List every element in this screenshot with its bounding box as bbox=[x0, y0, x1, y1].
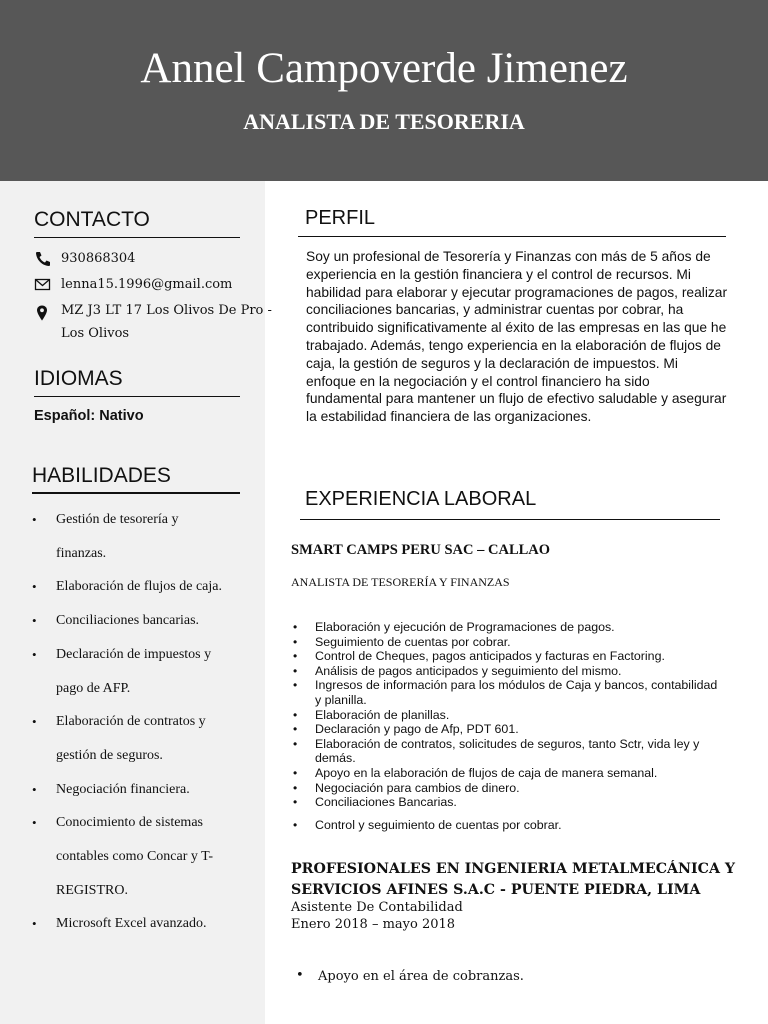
skill-item bbox=[32, 907, 257, 941]
skill-line: Negociación financiera. bbox=[56, 781, 190, 797]
skill-item bbox=[32, 705, 257, 772]
experience-title: EXPERIENCIA LABORAL bbox=[305, 488, 537, 510]
candidate-name: Annel Campoverde Jimenez bbox=[140, 45, 628, 92]
address-line-2: Los Olivos bbox=[61, 326, 130, 341]
language-item: Español: Nativo bbox=[34, 408, 144, 424]
duty-item: • Control de Cheques, pagos anticipados y facturas en Factoring. bbox=[293, 649, 723, 664]
skill-line: Elaboración de contratos y bbox=[56, 714, 206, 730]
skill-item bbox=[32, 570, 257, 604]
job2-company: PROFESIONALES EN INGENIERIA METALMECÁNICA Y SERVICIOS AFINES S.A.C - PUENTE PIEDRA, LIMA bbox=[291, 861, 736, 898]
job1-duties bbox=[293, 620, 723, 832]
duty-item: • Apoyo en la elaboración de flujos de caja de manera semanal. bbox=[293, 766, 723, 781]
skill-line: pago de AFP. bbox=[56, 680, 131, 696]
experience-divider bbox=[300, 519, 720, 520]
skill-line: Declaración de impuestos y bbox=[56, 646, 212, 662]
skill-item bbox=[32, 806, 257, 907]
envelope-icon bbox=[34, 277, 52, 293]
languages-divider bbox=[34, 396, 240, 397]
skill-item bbox=[32, 773, 257, 807]
job1-company: SMART CAMPS PERU SAC – CALLAO bbox=[291, 542, 551, 558]
duty-item: • Elaboración de planillas. bbox=[293, 708, 723, 723]
duty-item: • Seguimiento de cuentas por cobrar. bbox=[293, 635, 723, 650]
profile-divider bbox=[298, 236, 726, 237]
job1-position: ANALISTA DE TESORERÍA Y FINANZAS bbox=[291, 575, 510, 589]
skills-title: HABILIDADES bbox=[32, 464, 171, 487]
phone-icon bbox=[34, 251, 52, 267]
skills-list bbox=[32, 503, 257, 941]
duty-item: • Análisis de pagos anticipados y seguimiento del mismo. bbox=[293, 664, 723, 679]
contact-divider bbox=[34, 237, 240, 238]
duty-item: • Apoyo en el área de cobranzas. bbox=[296, 969, 524, 984]
skill-line: contables como Concar y T- bbox=[56, 849, 214, 865]
skill-line: Conocimiento de sistemas bbox=[56, 815, 203, 831]
duty-item: • Elaboración y ejecución de Programaciones de pagos. bbox=[293, 620, 723, 635]
duty-item: • Control y seguimiento de cuentas por cobrar. bbox=[293, 818, 723, 833]
job2-position: Asistente De Contabilidad bbox=[291, 900, 463, 915]
skill-line: Microsoft Excel avanzado. bbox=[56, 916, 207, 932]
skill-item bbox=[32, 503, 257, 570]
address-line-1: MZ J3 LT 17 Los Olivos De Pro - bbox=[61, 303, 272, 318]
skill-line: gestión de seguros. bbox=[56, 747, 163, 763]
profile-text: Soy un profesional de Tesorería y Finanzas con más de 5 años de experiencia en la gestión financiera y el control de recursos. Mi habilidad para elaborar y ejecutar programaciones de pagos, realizar conciliaciones bancarias, y administrar cuentas por cobrar, ha contribuido significativamente al éxito de las empresas en las que he trabajado. Además, tengo experiencia en la elaboración de flujos de caja, la gestión de seguros y la declaración de impuestos. Mi enfoque en la negociación y el control financiero ha sido fundamental para mantener un flujo de efectivo saludable y asegurar la estabilidad financiera de las organizaciones. bbox=[306, 249, 728, 425]
job2-duties bbox=[296, 969, 524, 984]
skill-item bbox=[32, 638, 257, 705]
duty-item: • Conciliaciones Bancarias. bbox=[293, 795, 723, 810]
duty-item: • Declaración y pago de Afp, PDT 601. bbox=[293, 722, 723, 737]
job2-dates: Enero 2018 – mayo 2018 bbox=[291, 917, 456, 932]
skill-line: finanzas. bbox=[56, 545, 107, 561]
candidate-role: ANALISTA DE TESORERIA bbox=[243, 109, 525, 134]
phone-number: 930868304 bbox=[61, 251, 136, 266]
skill-line: REGISTRO. bbox=[56, 882, 128, 898]
skills-divider bbox=[32, 492, 240, 494]
skill-line: Elaboración de flujos de caja. bbox=[56, 579, 222, 595]
duty-item: • Elaboración de contratos, solicitudes de seguros, tanto Sctr, vida ley y demás. bbox=[293, 737, 723, 766]
duty-item: • Negociación para cambios de dinero. bbox=[293, 781, 723, 796]
profile-title: PERFIL bbox=[305, 207, 376, 229]
location-pin-icon bbox=[34, 305, 52, 321]
contact-title: CONTACTO bbox=[34, 208, 150, 231]
email-address: lenna15.1996@gmail.com bbox=[61, 277, 233, 292]
languages-title: IDIOMAS bbox=[34, 367, 123, 390]
skill-item bbox=[32, 604, 257, 638]
skill-line: Conciliaciones bancarias. bbox=[56, 613, 200, 629]
skill-line: Gestión de tesorería y bbox=[56, 512, 179, 527]
duty-item: • Ingresos de información para los módulos de Caja y bancos, contabilidad y planilla. bbox=[293, 678, 723, 707]
header-banner bbox=[0, 0, 768, 181]
